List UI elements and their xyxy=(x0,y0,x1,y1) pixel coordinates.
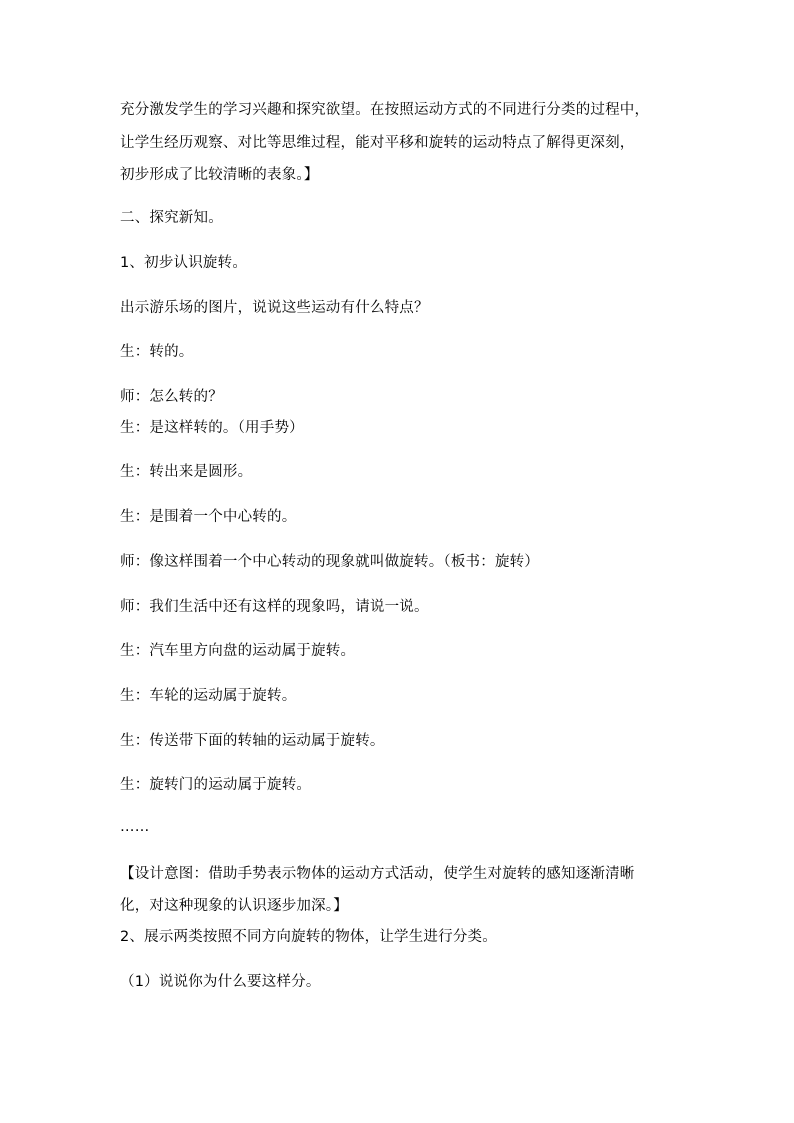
paragraph-line: 初步形成了比较清晰的表象。】 xyxy=(120,167,319,183)
paragraph-line: 出示游乐场的图片，说说这些运动有什么特点？ xyxy=(120,300,429,316)
subsection-heading: 1、初步认识旋转。 xyxy=(120,255,248,271)
dialogue-line: 生：是这样转的。（用手势） xyxy=(120,420,304,436)
dialogue-line: 师：像这样围着一个中心转动的现象就叫做旋转。（板书：旋转） xyxy=(120,554,540,570)
section-heading: 二、探究新知。 xyxy=(120,210,223,226)
dialogue-line: 生：是围着一个中心转的。 xyxy=(120,509,297,525)
ellipsis-line: …… xyxy=(120,819,150,835)
design-intent-line: 化，对这种现象的认识逐步加深。】 xyxy=(120,898,348,914)
design-intent-line: 【设计意图：借助手势表示物体的运动方式活动，使学生对旋转的感知逐渐清晰 xyxy=(120,866,635,882)
dialogue-line: 生：转的。 xyxy=(120,344,194,360)
paragraph-line: 充分激发学生的学习兴趣和探究欲望。在按照运动方式的不同进行分类的过程中， xyxy=(120,102,650,118)
dialogue-line: 生：车轮的运动属于旋转。 xyxy=(120,688,297,704)
dialogue-line: 生：旋转门的运动属于旋转。 xyxy=(120,777,312,793)
paragraph-line: 让学生经历观察、对比等思维过程，能对平移和旋转的运动特点了解得更深刻， xyxy=(120,135,635,151)
dialogue-line: 生：转出来是圆形。 xyxy=(120,464,253,480)
dialogue-line: 师：我们生活中还有这样的现象吗，请说一说。 xyxy=(120,599,429,615)
step-heading: 2、展示两类按照不同方向旋转的物体，让学生进行分类。 xyxy=(120,929,497,945)
dialogue-line: 生：汽车里方向盘的运动属于旋转。 xyxy=(120,643,356,659)
dialogue-line: 生：传送带下面的转轴的运动属于旋转。 xyxy=(120,733,385,749)
dialogue-line: 师：怎么转的？ xyxy=(120,389,223,405)
step-item: （1）说说你为什么要这样分。 xyxy=(120,974,321,990)
